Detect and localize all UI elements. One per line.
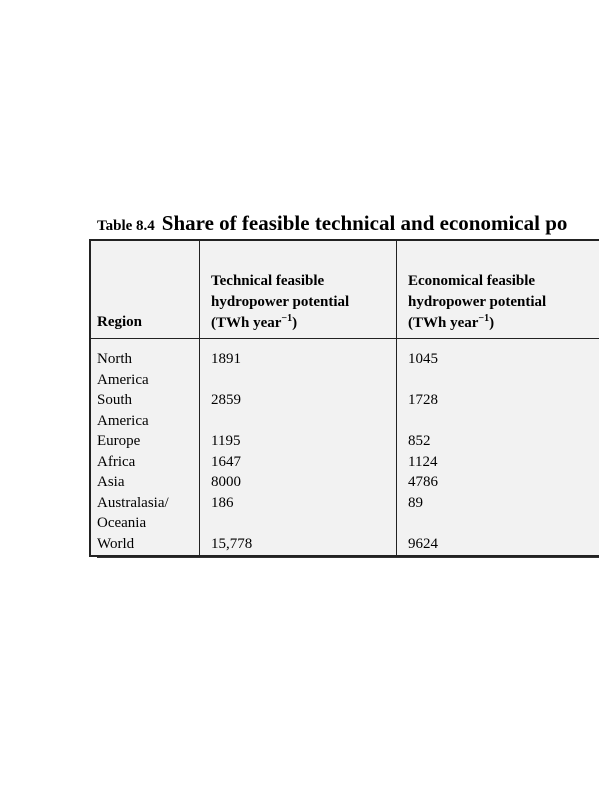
cell-technical: 1891 <box>211 351 241 367</box>
table-title: Share of feasible technical and economical po <box>161 211 568 235</box>
region-line2: Oceania <box>97 515 147 531</box>
cell-region <box>97 431 192 452</box>
table-caption <box>97 211 567 236</box>
unit-close: ) <box>292 315 298 331</box>
region-line1: World <box>97 535 135 552</box>
unit-text: (TWh year <box>211 315 282 331</box>
table-row <box>91 493 599 534</box>
unit-text: (TWh year <box>408 315 479 331</box>
region-line2: America <box>97 371 149 388</box>
table-row <box>91 452 599 473</box>
cell-economical: 1045 <box>408 351 438 367</box>
table-body <box>91 349 599 554</box>
header-economical-unit <box>408 313 599 334</box>
cell-economical: 89 <box>408 494 423 511</box>
table-row <box>91 431 599 452</box>
header-region: Region <box>97 314 142 330</box>
cell-technical: 2859 <box>211 392 241 408</box>
header-rule <box>91 338 599 339</box>
table-row <box>91 390 599 431</box>
region-line1: North <box>97 351 132 367</box>
cell-economical: 1124 <box>408 453 438 470</box>
cell-economical: 1728 <box>408 392 438 408</box>
cell-economical: 4786 <box>408 474 438 490</box>
cell-technical: 8000 <box>211 474 241 490</box>
cell-region <box>97 534 192 555</box>
header-technical-line2: hydropower potential <box>211 294 350 310</box>
cell-economical: 9624 <box>408 535 438 552</box>
region-line1: South <box>97 392 133 408</box>
data-table <box>89 239 599 557</box>
cell-region <box>97 493 192 534</box>
unit-close: ) <box>489 315 495 331</box>
table-bottom-rule <box>97 557 599 558</box>
header-technical-line1: Technical feasible <box>211 273 325 289</box>
region-line2: America <box>97 412 149 429</box>
table-row <box>91 472 599 493</box>
region-line1: Europe <box>97 433 141 449</box>
region-line1: Asia <box>97 474 125 490</box>
unit-exponent: −1 <box>478 313 490 324</box>
header-economical-line1: Economical feasible <box>408 273 536 289</box>
table-row <box>91 534 599 555</box>
cell-region <box>97 390 192 431</box>
cell-technical: 1195 <box>211 433 241 449</box>
cell-technical: 186 <box>211 494 234 511</box>
header-economical-line2: hydropower potential <box>408 294 547 310</box>
cell-region <box>97 452 192 473</box>
cell-technical: 15,778 <box>211 535 253 552</box>
table-number: Table 8.4 <box>97 218 155 234</box>
header-economical <box>408 271 599 334</box>
header-technical-unit <box>211 313 391 334</box>
header-technical <box>211 271 391 334</box>
region-line1: Australasia/ <box>97 494 169 511</box>
cell-region <box>97 349 192 390</box>
region-line1: Africa <box>97 453 136 470</box>
cell-region <box>97 472 192 493</box>
table-row <box>91 349 599 390</box>
cell-technical: 1647 <box>211 453 241 470</box>
cell-economical: 852 <box>408 433 431 449</box>
unit-exponent: −1 <box>281 313 293 324</box>
